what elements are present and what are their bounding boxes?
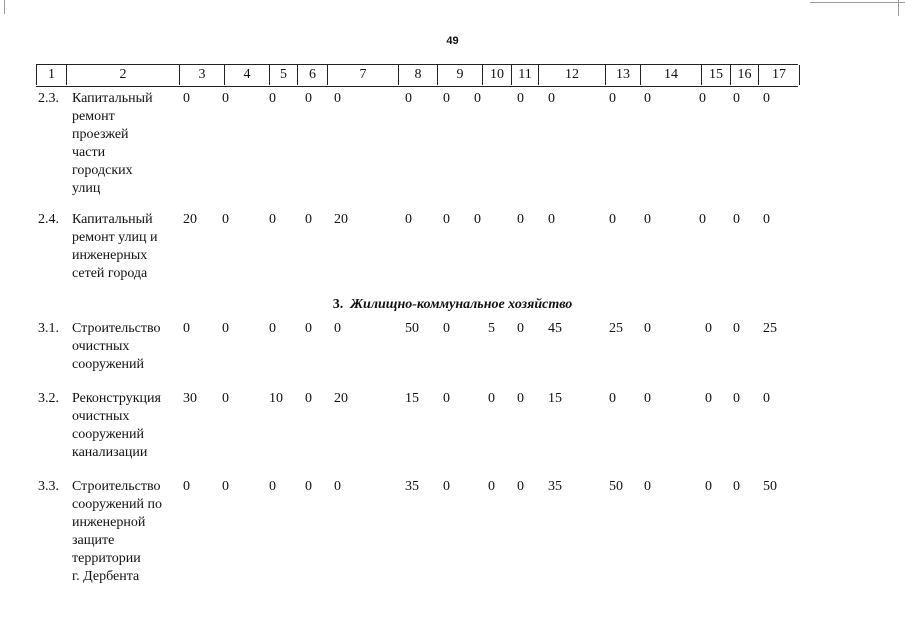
scan-edge-mark-right [898,0,899,16]
cell-col-6: 0 [305,391,312,406]
header-cell-12: 12 [538,65,605,85]
row-label-line: проезжей [72,127,129,142]
row-label-line: очистных [72,339,130,354]
cell-col-7: 0 [334,91,341,106]
header-cell-13: 13 [605,65,640,85]
header-cell-5: 5 [269,65,297,85]
page-number: 49 [446,35,459,47]
cell-col-5: 10 [269,391,283,406]
cell-col-11: 0 [517,321,524,336]
row-label-line: Строительство [72,479,161,494]
row-label-line: канализации [72,445,148,460]
row-label-line: Капитальный [72,91,153,106]
header-cell-4: 4 [224,65,269,85]
header-cell-16: 16 [730,65,758,85]
cell-col-5: 0 [269,479,276,494]
cell-col-7: 20 [334,212,348,227]
cell-col-16: 0 [733,91,740,106]
row-label [72,390,177,462]
cell-col-14: 0 [644,212,651,227]
header-bottom-border [36,86,798,87]
row-label-line: городских [72,163,133,178]
cell-col-7: 0 [334,479,341,494]
cell-col-10: 0 [474,212,481,227]
cell-col-12: 0 [548,91,555,106]
cell-col-11: 0 [517,212,524,227]
header-cell-17: 17 [758,65,800,85]
row-number: 3.2. [38,391,59,406]
row-label-line: защите [72,533,115,548]
row-label-line: части [72,145,106,160]
cell-col-12: 15 [548,391,562,406]
header-cell-2: 2 [66,65,179,85]
cell-col-10: 5 [488,321,495,336]
cell-col-14: 0 [644,91,651,106]
row-label [72,211,177,283]
row-label-line: ремонт [72,109,115,124]
cell-col-17: 0 [763,391,770,406]
cell-col-9: 0 [443,91,450,106]
cell-col-4: 0 [222,321,229,336]
cell-col-4: 0 [222,91,229,106]
row-label-line: г. Дербента [72,569,140,584]
cell-col-4: 0 [222,479,229,494]
cell-col-8: 50 [405,321,419,336]
cell-col-15: 0 [705,479,712,494]
row-number: 3.3. [38,479,59,494]
cell-col-16: 0 [733,212,740,227]
row-label-line: территории [72,551,141,566]
row-number: 3.1. [38,321,59,336]
cell-col-6: 0 [305,321,312,336]
section-number: 3. [332,297,344,312]
cell-col-5: 0 [269,91,276,106]
cell-col-12: 45 [548,321,562,336]
cell-col-13: 25 [609,321,623,336]
section-heading [0,297,905,313]
cell-col-3: 0 [183,321,190,336]
row-number: 2.4. [38,212,59,227]
header-cell-3: 3 [179,65,224,85]
row-label-line: инженерных [72,248,148,263]
row-label-line: сооружений [72,357,145,372]
row-label-line: сетей города [72,266,148,281]
cell-col-10: 0 [488,391,495,406]
header-cell-1: 1 [36,65,66,85]
cell-col-17: 0 [763,212,770,227]
cell-col-13: 0 [609,212,616,227]
cell-col-15: 0 [705,391,712,406]
cell-col-6: 0 [305,91,312,106]
header-cell-8: 8 [398,65,437,85]
header-cell-14: 14 [640,65,701,85]
section-title: Жилищно-коммунальное хозяйство [350,297,573,312]
row-label [72,90,177,198]
cell-col-9: 0 [443,479,450,494]
scan-edge-mark-left [4,0,5,14]
header-cell-9: 9 [437,65,482,85]
cell-col-8: 35 [405,479,419,494]
row-label-line: инженерной [72,515,146,530]
cell-col-9: 0 [443,321,450,336]
cell-col-15: 0 [699,91,706,106]
cell-col-10: 0 [488,479,495,494]
cell-col-14: 0 [644,321,651,336]
row-label [72,320,177,374]
row-number: 2.3. [38,91,59,106]
row-label-line: Реконструкция [72,391,161,406]
cell-col-16: 0 [733,391,740,406]
cell-col-11: 0 [517,391,524,406]
row-label-line: Строительство [72,321,161,336]
cell-col-13: 50 [609,479,623,494]
row-label-line: очистных [72,409,130,424]
cell-col-3: 0 [183,91,190,106]
header-cell-15: 15 [701,65,730,85]
cell-col-8: 0 [405,212,412,227]
cell-col-13: 0 [609,391,616,406]
row-label-line: ремонт улиц и [72,230,158,245]
cell-col-17: 0 [763,91,770,106]
cell-col-3: 30 [183,391,197,406]
cell-col-12: 35 [548,479,562,494]
header-cell-6: 6 [297,65,327,85]
cell-col-6: 0 [305,212,312,227]
row-label-line: Капитальный [72,212,153,227]
cell-col-17: 50 [763,479,777,494]
cell-col-17: 25 [763,321,777,336]
cell-col-4: 0 [222,212,229,227]
row-label [72,478,177,586]
cell-col-8: 15 [405,391,419,406]
cell-col-13: 0 [609,91,616,106]
cell-col-10: 0 [474,91,481,106]
cell-col-16: 0 [733,479,740,494]
cell-col-9: 0 [443,391,450,406]
cell-col-7: 20 [334,391,348,406]
cell-col-5: 0 [269,212,276,227]
cell-col-8: 0 [405,91,412,106]
row-label-line: сооружений по [72,497,163,512]
cell-col-9: 0 [443,212,450,227]
row-label-line: сооружений [72,427,145,442]
cell-col-3: 0 [183,479,190,494]
cell-col-15: 0 [699,212,706,227]
cell-col-14: 0 [644,479,651,494]
cell-col-5: 0 [269,321,276,336]
cell-col-11: 0 [517,479,524,494]
cell-col-6: 0 [305,479,312,494]
header-cell-10: 10 [482,65,511,85]
cell-col-4: 0 [222,391,229,406]
cell-col-3: 20 [183,212,197,227]
scan-edge-mark-top-right [810,2,905,3]
row-label-line: улиц [72,181,101,196]
cell-col-11: 0 [517,91,524,106]
cell-col-7: 0 [334,321,341,336]
cell-col-15: 0 [705,321,712,336]
cell-col-14: 0 [644,391,651,406]
header-cell-7: 7 [327,65,398,85]
cell-col-12: 0 [548,212,555,227]
header-cell-11: 11 [511,65,538,85]
cell-col-16: 0 [733,321,740,336]
